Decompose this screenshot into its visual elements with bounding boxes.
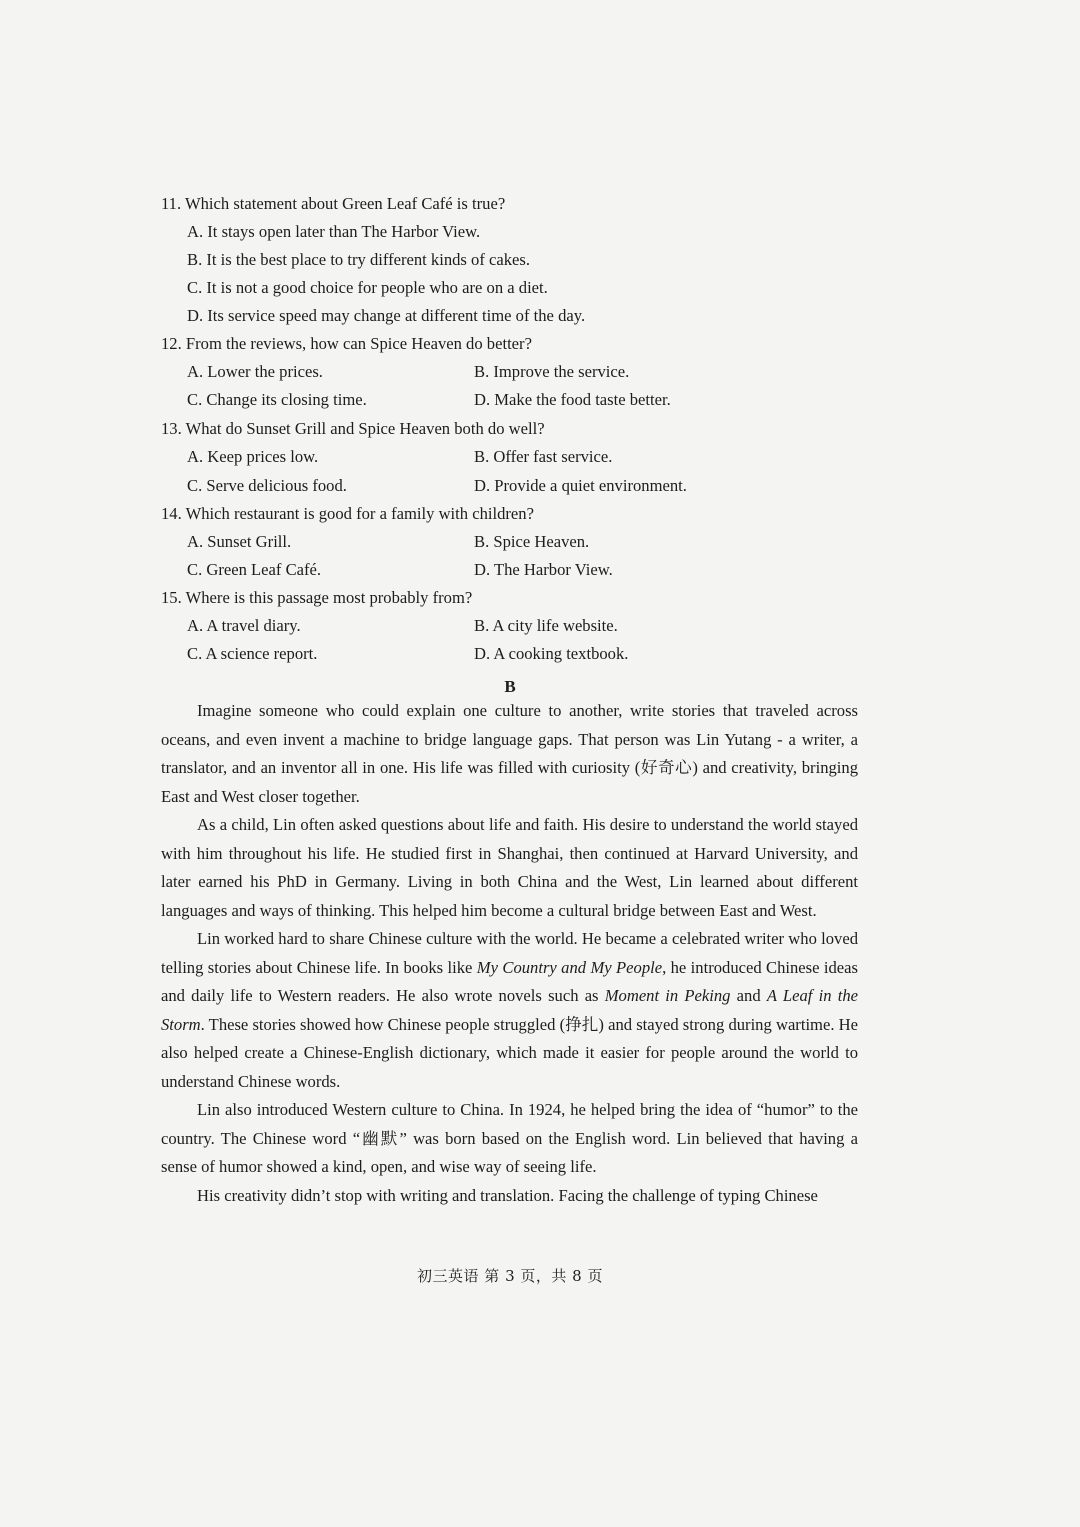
question-11-option-d: D. Its service speed may change at different time of the day.	[187, 306, 586, 325]
question-13-option-d: D. Provide a quiet environment.	[474, 476, 687, 495]
question-14-stem: 14. Which restaurant is good for a family with children?	[161, 504, 534, 523]
question-11-option-c: C. It is not a good choice for people who are on a diet.	[187, 278, 548, 297]
question-13-option-a: A. Keep prices low.	[187, 447, 319, 466]
question-11-option-a: A. It stays open later than The Harbor View.	[187, 222, 481, 241]
question-12-stem: 12. From the reviews, how can Spice Heaven do better?	[161, 334, 532, 353]
question-15-option-a: A. A travel diary.	[187, 616, 301, 635]
book-title-my-country: My Country and My People	[476, 957, 663, 977]
book-title-leaf-in-storm: A Leaf in the Storm	[161, 986, 858, 1034]
book-title-moment-in-peking: Moment in Peking	[604, 986, 731, 1005]
question-11-stem: 11. Which statement about Green Leaf Café is true?	[161, 194, 506, 213]
question-15-option-b: B. A city life website.	[474, 616, 618, 635]
question-12-option-a: A. Lower the prices.	[187, 362, 323, 381]
paragraph-3-text-2: , he introduced Chinese ideas and daily life to Western readers. He also wrote novels such as	[161, 957, 858, 1005]
passage-paragraph-4: Lin also introduced Western culture to China. In 1924, he helped bring the idea of “humor” to the country. The Chinese word “幽默” was born based on the English word. Lin believed that having a sense of humor showed a kind, open, and wise way of seeing life.	[161, 1100, 858, 1176]
question-14-option-d: D. The Harbor View.	[474, 560, 613, 579]
paragraph-3-text-3: and	[730, 986, 767, 1005]
question-13-option-b: B. Offer fast service.	[474, 447, 613, 466]
question-14-option-a: A. Sunset Grill.	[187, 532, 292, 551]
question-13-option-c: C. Serve delicious food.	[187, 476, 347, 495]
page-footer: 初三英语 第 3 页，共 8 页	[417, 1267, 603, 1285]
passage-paragraph-5: His creativity didn’t stop with writing and translation. Facing the challenge of typing Chinese	[197, 1185, 818, 1205]
question-12-option-c: C. Change its closing time.	[187, 390, 367, 409]
paragraph-3-text-1: Lin worked hard to share Chinese culture with the world. He became a celebrated writer who loved telling stories about Chinese life. In books like	[161, 929, 858, 977]
question-14-option-b: B. Spice Heaven.	[474, 532, 590, 551]
question-15-stem: 15. Where is this passage most probably from?	[161, 588, 473, 607]
passage-paragraph-3	[161, 925, 858, 1096]
question-15-option-c: C. A science report.	[187, 644, 318, 663]
question-11-option-b: B. It is the best place to try different kinds of cakes.	[187, 250, 530, 269]
passage-paragraph-2: As a child, Lin often asked questions about life and faith. His desire to understand the world stayed with him throughout his life. He studied first in Shanghai, then continued at Harvard University, and later earned his PhD in Germany. Living in both China and the West, Lin learned about different languages and ways of thinking. This helped him become a cultural bridge between East and West.	[161, 815, 858, 920]
question-12-option-b: B. Improve the service.	[474, 362, 630, 381]
question-15-option-d: D. A cooking textbook.	[474, 644, 629, 663]
section-b-passage	[161, 697, 858, 1210]
question-14-option-c: C. Green Leaf Café.	[187, 560, 322, 579]
question-13-stem: 13. What do Sunset Grill and Spice Heaven both do well?	[161, 419, 545, 438]
question-12-option-d: D. Make the food taste better.	[474, 390, 671, 409]
passage-paragraph-1: Imagine someone who could explain one culture to another, write stories that traveled across oceans, and even invent a machine to bridge language gaps. That person was Lin Yutang - a writer, a translator, and an inventor all in one. His life was filled with curiosity (好奇心) and creativity, bringing East and West closer together.	[161, 701, 858, 806]
section-b-title: B	[504, 677, 516, 696]
paragraph-3-text-4: . These stories showed how Chinese people struggled (挣扎) and stayed strong during wartime. He also helped create a Chinese-English dictionary, which made it easier for people around the world to understand Chinese words.	[161, 1014, 858, 1091]
